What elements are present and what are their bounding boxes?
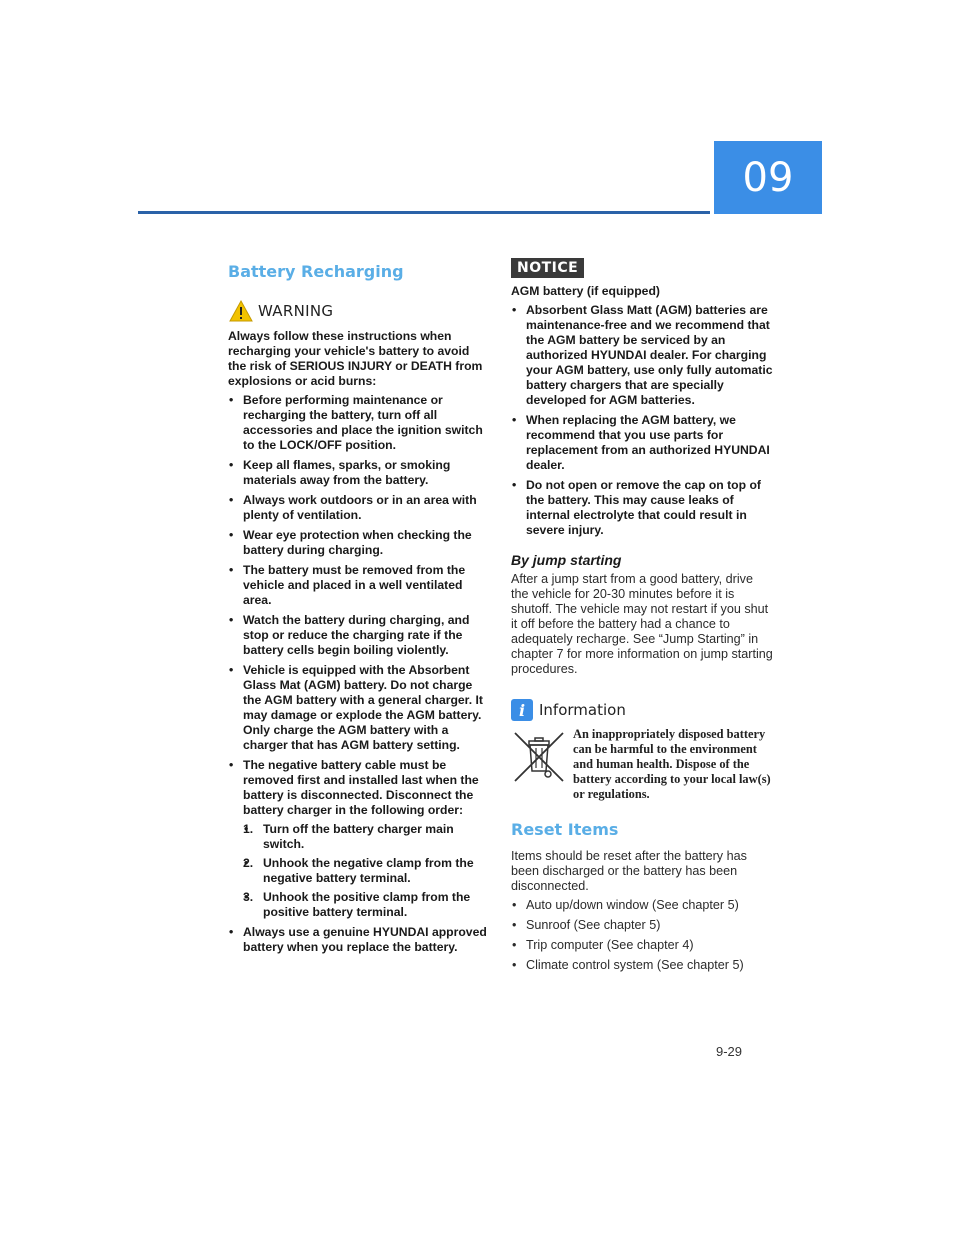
list-item: • Auto up/down window (See chapter 5) xyxy=(511,898,773,913)
section-title-battery-recharging: Battery Recharging xyxy=(228,262,404,281)
list-item: • Always work outdoors or in an area with plenty of ventilation. xyxy=(228,493,490,523)
warning-header xyxy=(228,299,490,323)
header-rule xyxy=(138,211,710,214)
list-item-text: The negative battery cable must be removed first and installed last when the battery is disconnected. Disconnect the battery charger in the following order: xyxy=(243,758,479,817)
information-text: An inappropriately disposed battery can be harmful to the environment and human health. Dispose of the battery according to your local law(s) or regulations. xyxy=(573,727,771,801)
section-title-reset-items: Reset Items xyxy=(511,820,619,839)
left-column xyxy=(228,258,490,960)
list-item: • When replacing the AGM battery, we recommend that you use parts for replacement from an authorized HYUNDAI dealer. xyxy=(511,413,773,473)
list-item: • Always use a genuine HYUNDAI approved battery when you replace the battery. xyxy=(228,925,490,955)
chapter-tab xyxy=(714,141,822,214)
list-item: • Vehicle is equipped with the Absorbent Glass Mat (AGM) battery. Do not charge the AGM battery with a general charger. It may damage or explode the AGM battery. Only charge the AGM battery with a charger that has AGM battery setting. xyxy=(228,663,490,753)
step-number: • 2. xyxy=(243,856,254,870)
step-text: Unhook the positive clamp from the positive battery terminal. xyxy=(263,890,471,919)
disconnect-steps xyxy=(243,822,490,920)
right-column xyxy=(511,258,773,978)
step-number: • 3. xyxy=(243,890,254,904)
step-number: • 1. xyxy=(243,822,254,836)
notice-list xyxy=(511,303,773,538)
list-item: • Watch the battery during charging, and stop or reduce the charging rate if the battery cells begin boiling violently. xyxy=(228,613,490,658)
step-item xyxy=(243,856,490,886)
step-text: Unhook the negative clamp from the negative battery terminal. xyxy=(263,856,474,885)
jump-start-heading: By jump starting xyxy=(511,552,622,568)
list-item: • Before performing maintenance or recharging the battery, turn off all accessories and place the ignition switch to the LOCK/OFF position. xyxy=(228,393,490,453)
list-item: • Trip computer (See chapter 4) xyxy=(511,938,773,953)
list-item: • Sunroof (See chapter 5) xyxy=(511,918,773,933)
list-item: • Climate control system (See chapter 5) xyxy=(511,958,773,973)
step-text: Turn off the battery charger main switch. xyxy=(263,822,454,851)
warning-list xyxy=(228,393,490,955)
chapter-number: 09 xyxy=(742,154,794,201)
page-number: 9-29 xyxy=(716,1044,743,1059)
list-item xyxy=(228,758,490,920)
information-icon xyxy=(511,699,533,721)
step-item xyxy=(243,890,490,920)
crossed-bin-icon xyxy=(511,729,567,785)
warning-icon xyxy=(228,299,254,323)
reset-list xyxy=(511,898,773,973)
list-item: • The battery must be removed from the vehicle and placed in a well ventilated area. xyxy=(228,563,490,608)
information-glyph: i xyxy=(518,700,526,720)
warning-label: WARNING xyxy=(258,302,334,320)
information-body xyxy=(511,727,773,802)
reset-intro: Items should be reset after the battery has been discharged or the battery has been disconnected. xyxy=(511,849,747,893)
notice-intro: AGM battery (if equipped) xyxy=(511,284,660,298)
information-label: Information xyxy=(539,701,626,719)
notice-label: NOTICE xyxy=(511,258,584,278)
jump-start-text: After a jump start from a good battery, drive the vehicle for 20-30 minutes before it is shutoff. The vehicle may not restart if you shut it off before the battery had a chance to adequately recharge. See “Jump Starting” in chapter 7 for more information on jump starting procedures. xyxy=(511,572,773,676)
list-item: • Wear eye protection when checking the battery during charging. xyxy=(228,528,490,558)
list-item: • Keep all flames, sparks, or smoking materials away from the battery. xyxy=(228,458,490,488)
list-item: • Absorbent Glass Matt (AGM) batteries are maintenance-free and we recommend that the AGM battery be serviced by an authorized HYUNDAI dealer. For charging your AGM battery, use only fully automatic battery chargers that are specially developed for AGM batteries. xyxy=(511,303,773,408)
warning-intro: Always follow these instructions when recharging your vehicle's battery to avoid the risk of SERIOUS INJURY or DEATH from explosions or acid burns: xyxy=(228,329,483,388)
list-item: • Do not open or remove the cap on top of the battery. This may cause leaks of internal electrolyte that could result in severe injury. xyxy=(511,478,773,538)
information-header xyxy=(511,699,773,721)
step-item xyxy=(243,822,490,852)
